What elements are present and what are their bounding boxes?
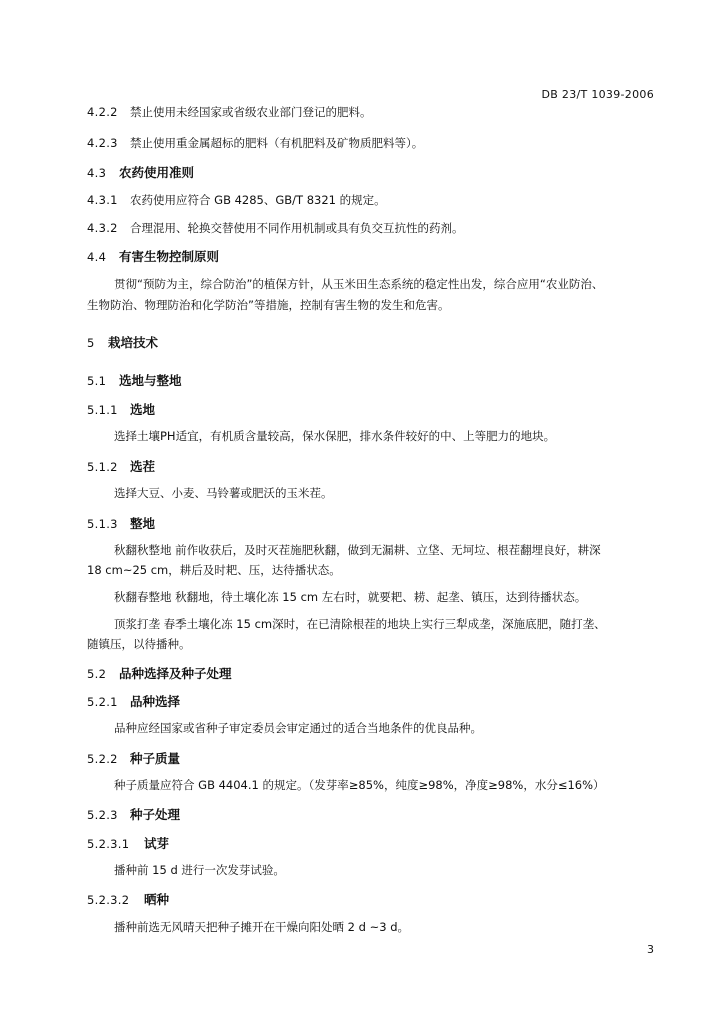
page-number: 3 (647, 943, 654, 956)
heading-5-2-3-1 (87, 834, 169, 852)
clause-4-2-3 (87, 135, 423, 151)
heading-number: 4.4 (87, 250, 107, 264)
clause-4-2-2 (87, 104, 372, 120)
clause-4-3-2 (87, 220, 464, 236)
heading-text: 选茬 (130, 459, 156, 474)
heading-text: 选地 (130, 402, 156, 417)
clause-text: 合理混用、轮换交替使用不同作用机制或具有负交互抗性的药剂。 (130, 221, 464, 235)
heading-text: 农药使用准则 (119, 165, 195, 180)
heading-text: 种子质量 (130, 751, 181, 766)
heading-text: 试芽 (144, 836, 170, 851)
heading-number: 5.1.2 (87, 460, 118, 474)
heading-5-2-3 (87, 805, 180, 823)
heading-text: 有害生物控制原则 (119, 249, 220, 264)
paragraph-line: 贯彻“预防为主，综合防治”的植保方针，从玉米田生态系统的稳定性出发，综合应用“农业防治、 (114, 277, 604, 291)
paragraph-line: 顶浆打垄 春季土壤化冻 15 cm深时，在已清除根茬的地块上实行三犁成垄，深施底肥，随打垄、 (114, 617, 606, 631)
paragraph-line: 播种前 15 d 进行一次发芽试验。 (114, 863, 285, 877)
paragraph-line: 18 cm~25 cm，耕后及时耙、压，达待播状态。 (87, 563, 341, 577)
heading-number: 5.1.3 (87, 517, 118, 531)
paragraph-line: 种子质量应符合 GB 4404.1 的规定。（发芽率≥85%，纯度≥98%，净度≥98%，水分≤16%） (114, 778, 605, 792)
heading-text: 品种选择及种子处理 (119, 666, 232, 681)
paragraph-line: 随镇压，以待播种。 (87, 637, 191, 651)
clause-number: 4.2.3 (87, 136, 118, 150)
clause-text: 禁止使用重金属超标的肥料（有机肥料及矿物质肥料等）。 (130, 136, 424, 150)
heading-5-2 (87, 664, 232, 682)
paragraph-line: 秋翻春整地 秋翻地，待土壤化冻 15 cm 左右时，就要耙、耢、起垄、镇压，达到待播状态。 (114, 590, 587, 604)
heading-number: 5.2.3.1 (87, 837, 130, 851)
heading-5-2-3-2 (87, 890, 169, 908)
standard-code: DB 23/T 1039-2006 (541, 88, 654, 101)
heading-number: 5.2.1 (87, 695, 118, 709)
heading-5-1-3 (87, 514, 155, 532)
heading-text: 选地与整地 (119, 373, 182, 388)
paragraph-line: 品种应经国家或省种子审定委员会审定通过的适合当地条件的优良品种。 (114, 721, 482, 735)
heading-number: 5.2.2 (87, 752, 118, 766)
heading-number: 5.2.3 (87, 808, 118, 822)
paragraph-line: 秋翻秋整地 前作收获后，及时灭茬施肥秋翻，做到无漏耕、立垡、无坷垃、根茬翻埋良好，耕深 (114, 543, 601, 557)
clause-number: 4.2.2 (87, 105, 118, 119)
heading-5-1-1 (87, 400, 155, 418)
paragraph-line: 选择大豆、小麦、马铃薯或肥沃的玉米茬。 (114, 486, 333, 500)
heading-number: 5.2 (87, 667, 107, 681)
clause-text: 农药使用应符合 GB 4285、GB/T 8321 的规定。 (130, 193, 386, 207)
heading-number: 4.3 (87, 166, 107, 180)
clause-text: 禁止使用未经国家或省级农业部门登记的肥料。 (130, 105, 372, 119)
heading-4-4 (87, 247, 219, 265)
heading-5-2-1 (87, 692, 180, 710)
heading-number: 5.2.3.2 (87, 893, 130, 907)
heading-5 (87, 333, 158, 351)
paragraph-line: 播种前选无风晴天把种子摊开在干燥向阳处晒 2 d ~3 d。 (114, 920, 409, 934)
heading-text: 品种选择 (130, 694, 181, 709)
clause-number: 4.3.1 (87, 193, 118, 207)
heading-5-2-2 (87, 749, 180, 767)
heading-number: 5 (87, 336, 95, 350)
paragraph-line: 生物防治、物理防治和化学防治”等措施，控制有害生物的发生和危害。 (87, 298, 450, 312)
heading-text: 晒种 (144, 892, 170, 907)
clause-number: 4.3.2 (87, 221, 118, 235)
heading-number: 5.1 (87, 374, 107, 388)
heading-5-1-2 (87, 457, 155, 475)
heading-text: 整地 (130, 516, 156, 531)
heading-text: 种子处理 (130, 807, 181, 822)
clause-4-3-1 (87, 192, 386, 208)
heading-4-3 (87, 163, 194, 181)
paragraph-line: 选择土壤PH适宜，有机质含量较高，保水保肥，排水条件较好的中、上等肥力的地块。 (114, 429, 556, 443)
heading-number: 5.1.1 (87, 403, 118, 417)
heading-5-1 (87, 371, 182, 389)
heading-text: 栽培技术 (108, 335, 159, 350)
